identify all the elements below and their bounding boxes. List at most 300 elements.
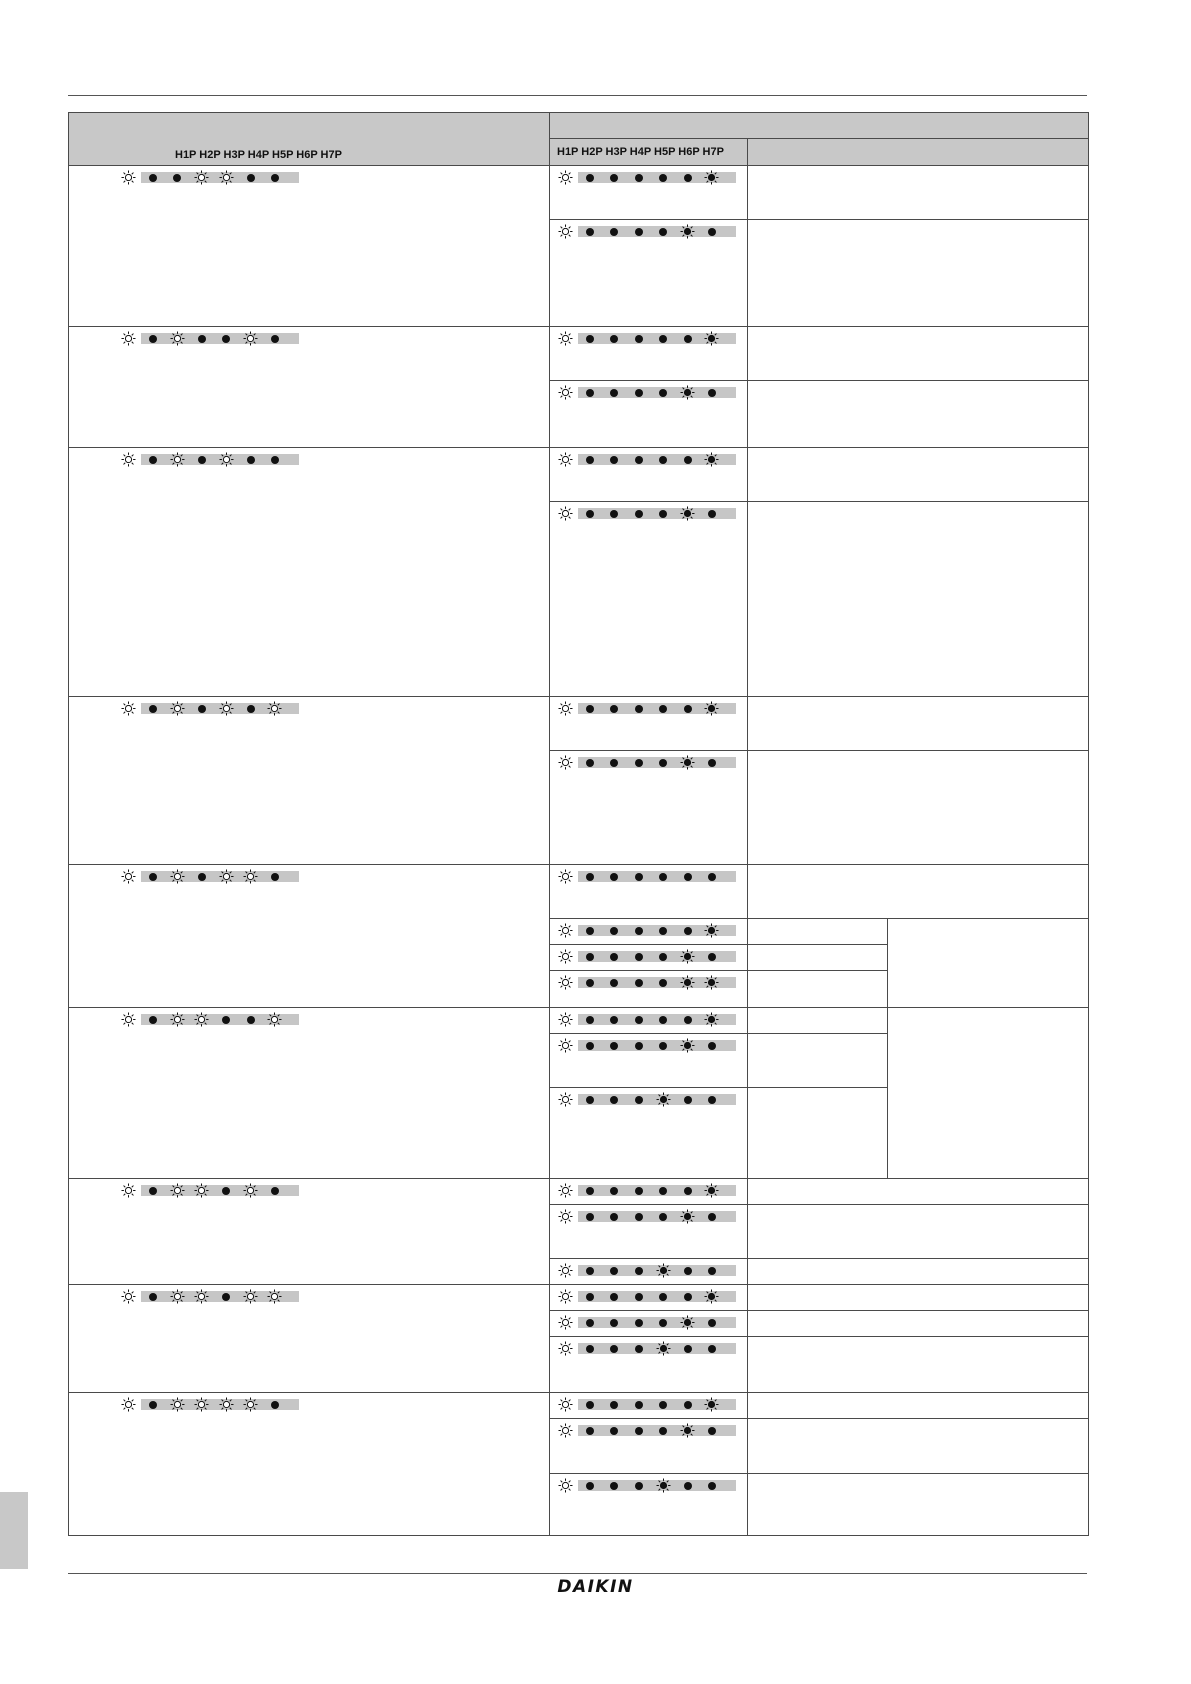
led-h4p-off-icon	[631, 1038, 646, 1053]
led-h2p-off-icon	[145, 701, 160, 716]
led-h2p-off-icon	[582, 1397, 597, 1412]
led-h5p-off-icon	[656, 1038, 671, 1053]
led-h2p-off-icon	[145, 1012, 160, 1027]
result-led-cell	[550, 1008, 748, 1034]
led-h7p-on-icon	[704, 701, 719, 716]
led-h5p-on-icon	[656, 1341, 671, 1356]
led-h3p-off-icon	[607, 224, 622, 239]
description-cell	[888, 919, 1089, 1008]
led-h5p-off-icon	[219, 1289, 234, 1304]
led-h7p-on-icon	[704, 923, 719, 938]
led-h5p-off-icon	[656, 1183, 671, 1198]
led-h5p-off-icon	[656, 170, 671, 185]
led-h4p-blink-icon	[194, 1397, 209, 1412]
led-h4p-blink-icon	[194, 170, 209, 185]
led-h1p-blink-icon	[558, 170, 573, 185]
led-h3p-off-icon	[607, 755, 622, 770]
header-sub-blank	[748, 139, 1089, 166]
led-h7p-blink-icon	[267, 1012, 282, 1027]
led-h1p-blink-icon	[558, 1341, 573, 1356]
led-h3p-off-icon	[607, 1341, 622, 1356]
led-h4p-off-icon	[194, 701, 209, 716]
led-h4p-off-icon	[631, 1423, 646, 1438]
led-h6p-on-icon	[680, 949, 695, 964]
led-h6p-on-icon	[680, 755, 695, 770]
led-h7p-off-icon	[704, 869, 719, 884]
result-led-cell	[550, 1088, 748, 1179]
led-h4p-off-icon	[194, 452, 209, 467]
led-h6p-on-icon	[680, 1038, 695, 1053]
led-h6p-on-icon	[680, 224, 695, 239]
setting-cell	[748, 919, 888, 945]
led-h2p-off-icon	[582, 701, 597, 716]
led-h7p-off-icon	[704, 1315, 719, 1330]
condition-cell	[69, 166, 550, 327]
result-led-cell	[550, 220, 748, 327]
led-h6p-off-icon	[680, 1341, 695, 1356]
led-h3p-blink-icon	[170, 1012, 185, 1027]
led-h4p-off-icon	[631, 224, 646, 239]
led-h7p-on-icon	[704, 170, 719, 185]
led-h1p-blink-icon	[558, 1183, 573, 1198]
result-led-cell	[550, 1034, 748, 1088]
description-cell	[748, 220, 1089, 327]
led-h6p-blink-icon	[243, 1397, 258, 1412]
led-h4p-off-icon	[631, 1263, 646, 1278]
result-led-cell	[550, 1419, 748, 1474]
led-h2p-off-icon	[582, 224, 597, 239]
description-cell	[748, 327, 1089, 381]
led-h3p-off-icon	[607, 1092, 622, 1107]
led-h5p-off-icon	[656, 949, 671, 964]
led-h2p-off-icon	[582, 385, 597, 400]
result-led-cell	[550, 697, 748, 751]
led-h7p-off-icon	[704, 506, 719, 521]
led-h5p-blink-icon	[219, 452, 234, 467]
led-h1p-blink-icon	[558, 949, 573, 964]
led-h7p-off-icon	[267, 170, 282, 185]
led-h6p-off-icon	[243, 170, 258, 185]
led-h1p-blink-icon	[558, 1209, 573, 1224]
led-h2p-off-icon	[582, 949, 597, 964]
led-status-table	[68, 112, 1089, 1536]
led-h3p-off-icon	[607, 949, 622, 964]
led-h4p-off-icon	[631, 1478, 646, 1493]
setting-cell	[748, 945, 888, 971]
led-h5p-off-icon	[656, 869, 671, 884]
led-h4p-off-icon	[631, 949, 646, 964]
led-h3p-off-icon	[607, 701, 622, 716]
led-h5p-blink-icon	[219, 1397, 234, 1412]
result-led-cell	[550, 327, 748, 381]
led-h3p-off-icon	[607, 385, 622, 400]
led-h3p-off-icon	[607, 1478, 622, 1493]
led-h2p-off-icon	[145, 1183, 160, 1198]
led-h6p-on-icon	[680, 1209, 695, 1224]
led-h5p-off-icon	[656, 1012, 671, 1027]
led-h2p-off-icon	[582, 1341, 597, 1356]
led-h3p-off-icon	[607, 1263, 622, 1278]
led-h7p-on-icon	[704, 1397, 719, 1412]
header-right	[550, 113, 1089, 139]
led-h3p-off-icon	[607, 1315, 622, 1330]
led-h5p-off-icon	[656, 1209, 671, 1224]
led-h1p-blink-icon	[558, 385, 573, 400]
led-h2p-off-icon	[145, 1397, 160, 1412]
led-h3p-blink-icon	[170, 1183, 185, 1198]
led-h1p-blink-icon	[121, 1289, 136, 1304]
led-h1p-blink-icon	[558, 1397, 573, 1412]
condition-cell	[69, 1285, 550, 1393]
led-h5p-off-icon	[656, 923, 671, 938]
led-h4p-off-icon	[631, 385, 646, 400]
result-led-cell	[550, 1179, 748, 1205]
led-h6p-off-icon	[680, 1183, 695, 1198]
led-h2p-off-icon	[582, 1038, 597, 1053]
led-h3p-off-icon	[607, 170, 622, 185]
led-h1p-blink-icon	[121, 1397, 136, 1412]
led-h4p-off-icon	[631, 1209, 646, 1224]
led-h1p-blink-icon	[558, 1478, 573, 1493]
led-h5p-blink-icon	[219, 869, 234, 884]
led-h7p-on-icon	[704, 1289, 719, 1304]
led-h7p-off-icon	[267, 869, 282, 884]
result-led-cell	[550, 502, 748, 697]
table-row	[69, 865, 1089, 919]
result-led-cell	[550, 1474, 748, 1536]
led-h1p-blink-icon	[558, 506, 573, 521]
led-h4p-off-icon	[631, 452, 646, 467]
led-h3p-blink-icon	[170, 701, 185, 716]
description-cell	[748, 1419, 1089, 1474]
led-h2p-off-icon	[145, 869, 160, 884]
bottom-rule	[68, 1573, 1087, 1574]
led-h1p-blink-icon	[558, 975, 573, 990]
header-led-labels: H1P H2P H3P H4P H5P H6P H7P	[175, 149, 342, 161]
description-cell	[748, 1205, 1089, 1259]
led-h2p-off-icon	[582, 869, 597, 884]
result-led-cell	[550, 1259, 748, 1285]
led-h1p-blink-icon	[558, 1289, 573, 1304]
led-h7p-off-icon	[267, 1183, 282, 1198]
led-h4p-off-icon	[631, 1012, 646, 1027]
led-h1p-blink-icon	[558, 452, 573, 467]
led-h1p-blink-icon	[121, 1012, 136, 1027]
result-led-cell	[550, 1311, 748, 1337]
led-h2p-off-icon	[582, 331, 597, 346]
table-row	[69, 1393, 1089, 1419]
led-h6p-off-icon	[680, 1092, 695, 1107]
description-cell	[748, 697, 1089, 751]
led-h4p-off-icon	[194, 869, 209, 884]
condition-cell	[69, 448, 550, 697]
table-row	[69, 697, 1089, 751]
led-h2p-off-icon	[582, 1183, 597, 1198]
led-h2p-off-icon	[145, 1289, 160, 1304]
description-cell	[748, 502, 1089, 697]
led-h7p-off-icon	[704, 1263, 719, 1278]
led-h5p-off-icon	[656, 755, 671, 770]
result-led-cell	[550, 448, 748, 502]
led-h2p-off-icon	[145, 452, 160, 467]
result-led-cell	[550, 971, 748, 1008]
result-led-cell	[550, 1205, 748, 1259]
result-led-cell	[550, 1337, 748, 1393]
led-h4p-off-icon	[631, 701, 646, 716]
led-h6p-blink-icon	[243, 1183, 258, 1198]
led-h5p-blink-icon	[219, 170, 234, 185]
table-row	[69, 166, 1089, 220]
led-h1p-blink-icon	[121, 452, 136, 467]
description-cell	[748, 1285, 1089, 1311]
led-h4p-off-icon	[631, 923, 646, 938]
led-h7p-blink-icon	[267, 1289, 282, 1304]
description-cell	[748, 1259, 1089, 1285]
led-h4p-off-icon	[631, 1183, 646, 1198]
led-h3p-off-icon	[607, 1397, 622, 1412]
description-cell	[748, 751, 1089, 865]
led-h3p-off-icon	[607, 1209, 622, 1224]
led-h3p-off-icon	[607, 1183, 622, 1198]
led-h3p-off-icon	[607, 1038, 622, 1053]
result-led-cell	[550, 381, 748, 448]
led-h5p-on-icon	[656, 1478, 671, 1493]
led-h1p-blink-icon	[121, 170, 136, 185]
led-h2p-off-icon	[582, 1289, 597, 1304]
led-h4p-off-icon	[631, 1397, 646, 1412]
led-h2p-off-icon	[582, 506, 597, 521]
led-h3p-blink-icon	[170, 452, 185, 467]
top-rule	[68, 95, 1087, 96]
led-h7p-off-icon	[704, 949, 719, 964]
led-h2p-off-icon	[582, 1315, 597, 1330]
result-led-cell	[550, 166, 748, 220]
led-h5p-off-icon	[656, 224, 671, 239]
led-h1p-blink-icon	[558, 224, 573, 239]
led-h1p-blink-icon	[558, 1423, 573, 1438]
led-h2p-off-icon	[582, 1263, 597, 1278]
led-h1p-blink-icon	[558, 755, 573, 770]
condition-cell	[69, 697, 550, 865]
led-h7p-off-icon	[704, 1341, 719, 1356]
led-h6p-blink-icon	[243, 331, 258, 346]
led-h6p-off-icon	[243, 452, 258, 467]
description-cell	[748, 1337, 1089, 1393]
led-h4p-off-icon	[631, 331, 646, 346]
led-h1p-blink-icon	[558, 869, 573, 884]
led-h2p-off-icon	[582, 975, 597, 990]
led-h2p-off-icon	[582, 1478, 597, 1493]
led-h4p-blink-icon	[194, 1183, 209, 1198]
led-h4p-blink-icon	[194, 1289, 209, 1304]
table-row	[69, 1008, 1089, 1034]
led-h6p-on-icon	[680, 506, 695, 521]
description-cell	[748, 1474, 1089, 1536]
led-h3p-blink-icon	[170, 1397, 185, 1412]
led-h4p-blink-icon	[194, 1012, 209, 1027]
table-row	[69, 1179, 1089, 1205]
table-row	[69, 448, 1089, 502]
description-cell	[748, 1393, 1089, 1419]
setting-cell	[748, 1034, 888, 1088]
led-h1p-blink-icon	[121, 701, 136, 716]
led-h6p-on-icon	[680, 1423, 695, 1438]
led-h4p-off-icon	[631, 170, 646, 185]
led-h6p-off-icon	[680, 701, 695, 716]
led-h4p-off-icon	[631, 755, 646, 770]
description-cell	[748, 166, 1089, 220]
led-h6p-off-icon	[680, 1478, 695, 1493]
led-h5p-off-icon	[656, 1423, 671, 1438]
led-h7p-off-icon	[704, 1092, 719, 1107]
led-h5p-off-icon	[656, 1397, 671, 1412]
led-h3p-blink-icon	[170, 869, 185, 884]
led-h4p-off-icon	[631, 506, 646, 521]
led-h3p-off-icon	[607, 1289, 622, 1304]
led-h4p-off-icon	[194, 331, 209, 346]
led-h6p-off-icon	[243, 1012, 258, 1027]
led-h7p-on-icon	[704, 331, 719, 346]
led-h5p-off-icon	[656, 506, 671, 521]
setting-cell	[748, 1088, 888, 1179]
led-h7p-off-icon	[704, 755, 719, 770]
led-h7p-off-icon	[267, 452, 282, 467]
led-h4p-off-icon	[631, 1092, 646, 1107]
led-h3p-off-icon	[607, 452, 622, 467]
led-h7p-off-icon	[704, 1038, 719, 1053]
led-h6p-off-icon	[680, 1012, 695, 1027]
led-h1p-blink-icon	[558, 1092, 573, 1107]
led-h5p-off-icon	[656, 331, 671, 346]
led-h6p-on-icon	[680, 1315, 695, 1330]
led-h1p-blink-icon	[558, 1038, 573, 1053]
led-h3p-off-icon	[607, 975, 622, 990]
led-h4p-off-icon	[631, 1341, 646, 1356]
led-h3p-blink-icon	[170, 331, 185, 346]
table-row	[69, 327, 1089, 381]
led-h6p-off-icon	[680, 1289, 695, 1304]
led-h2p-off-icon	[582, 923, 597, 938]
header-sub-led-labels: H1P H2P H3P H4P H5P H6P H7P	[557, 146, 724, 158]
led-h6p-off-icon	[680, 923, 695, 938]
result-led-cell	[550, 945, 748, 971]
led-h3p-off-icon	[607, 506, 622, 521]
led-h6p-off-icon	[680, 1263, 695, 1278]
condition-cell	[69, 1393, 550, 1536]
led-h2p-off-icon	[582, 1423, 597, 1438]
led-h3p-off-icon	[607, 923, 622, 938]
led-h3p-off-icon	[607, 331, 622, 346]
led-h6p-blink-icon	[243, 869, 258, 884]
led-h5p-off-icon	[219, 331, 234, 346]
led-h4p-off-icon	[631, 1315, 646, 1330]
led-h5p-off-icon	[656, 1315, 671, 1330]
led-h2p-off-icon	[582, 1209, 597, 1224]
led-h2p-off-icon	[145, 170, 160, 185]
led-h6p-blink-icon	[243, 1289, 258, 1304]
header-left	[69, 113, 550, 166]
led-h1p-blink-icon	[121, 1183, 136, 1198]
led-h1p-blink-icon	[558, 923, 573, 938]
result-led-cell	[550, 865, 748, 919]
result-led-cell	[550, 1393, 748, 1419]
led-h6p-off-icon	[680, 331, 695, 346]
led-h5p-off-icon	[656, 1289, 671, 1304]
description-cell	[748, 448, 1089, 502]
led-h4p-off-icon	[631, 975, 646, 990]
daikin-logo: DAIKIN	[557, 1577, 634, 1597]
led-h2p-off-icon	[582, 170, 597, 185]
led-h6p-on-icon	[680, 975, 695, 990]
led-h7p-off-icon	[704, 1478, 719, 1493]
led-h2p-off-icon	[145, 331, 160, 346]
led-h1p-blink-icon	[121, 331, 136, 346]
led-h7p-off-icon	[704, 224, 719, 239]
led-h3p-off-icon	[170, 170, 185, 185]
led-h5p-off-icon	[656, 385, 671, 400]
description-cell	[748, 865, 1089, 919]
led-h7p-on-icon	[704, 1012, 719, 1027]
led-h7p-on-icon	[704, 1183, 719, 1198]
description-cell	[748, 1311, 1089, 1337]
led-h3p-off-icon	[607, 869, 622, 884]
table-row	[69, 1285, 1089, 1311]
led-h7p-off-icon	[267, 331, 282, 346]
led-h7p-off-icon	[704, 1423, 719, 1438]
result-led-cell	[550, 751, 748, 865]
condition-cell	[69, 1179, 550, 1285]
led-h2p-off-icon	[582, 1012, 597, 1027]
header-sub-leds	[550, 139, 748, 166]
led-h1p-blink-icon	[558, 701, 573, 716]
led-h6p-off-icon	[680, 170, 695, 185]
led-h7p-off-icon	[267, 1397, 282, 1412]
condition-cell	[69, 865, 550, 1008]
description-cell	[748, 1179, 1089, 1205]
setting-cell	[748, 971, 888, 1008]
description-cell	[888, 1008, 1089, 1179]
led-h5p-blink-icon	[219, 701, 234, 716]
led-h3p-blink-icon	[170, 1289, 185, 1304]
led-h6p-off-icon	[680, 869, 695, 884]
led-h2p-off-icon	[582, 755, 597, 770]
chapter-tab	[0, 1492, 28, 1569]
led-h5p-off-icon	[219, 1012, 234, 1027]
led-h2p-off-icon	[582, 1092, 597, 1107]
setting-cell	[748, 1008, 888, 1034]
led-h2p-off-icon	[582, 452, 597, 467]
led-h1p-blink-icon	[121, 869, 136, 884]
led-h3p-off-icon	[607, 1423, 622, 1438]
led-h1p-blink-icon	[558, 1315, 573, 1330]
led-h4p-off-icon	[631, 869, 646, 884]
condition-cell	[69, 1008, 550, 1179]
condition-cell	[69, 327, 550, 448]
led-h4p-off-icon	[631, 1289, 646, 1304]
led-h7p-off-icon	[704, 1209, 719, 1224]
led-h5p-on-icon	[656, 1092, 671, 1107]
led-h6p-off-icon	[680, 452, 695, 467]
led-h5p-off-icon	[656, 975, 671, 990]
led-h7p-on-icon	[704, 452, 719, 467]
result-led-cell	[550, 1285, 748, 1311]
led-h1p-blink-icon	[558, 1012, 573, 1027]
led-h1p-blink-icon	[558, 1263, 573, 1278]
led-h5p-off-icon	[656, 452, 671, 467]
led-h7p-on-icon	[704, 975, 719, 990]
led-h6p-off-icon	[680, 1397, 695, 1412]
led-h7p-blink-icon	[267, 701, 282, 716]
